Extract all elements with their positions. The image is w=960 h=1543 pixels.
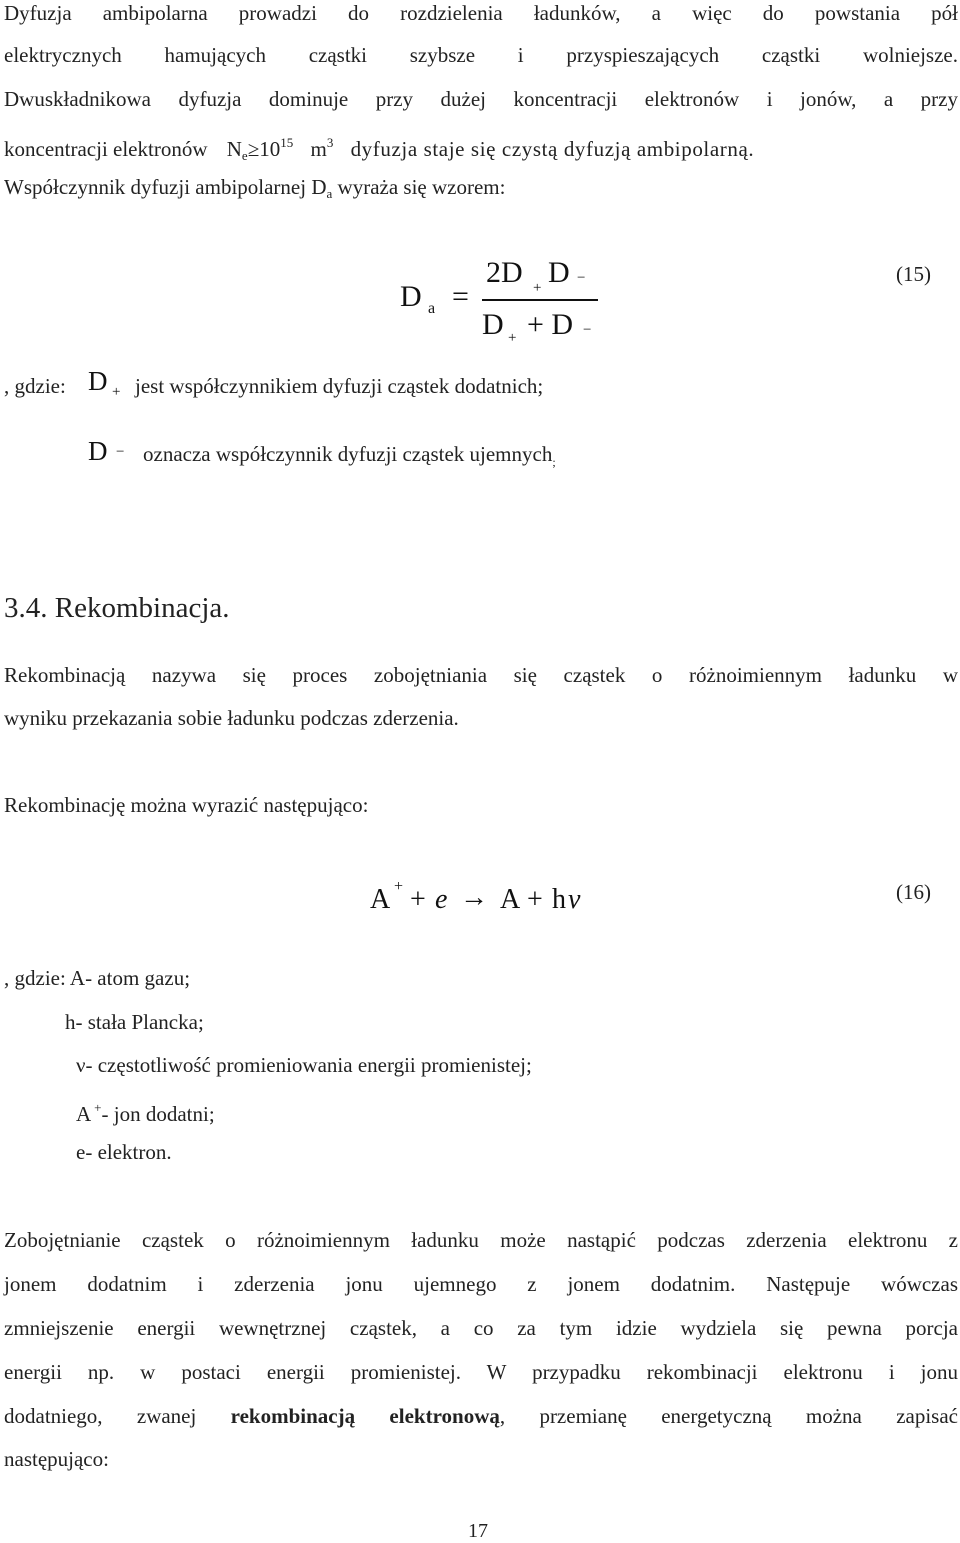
eq16-plus1: +	[410, 884, 426, 915]
symbol-n: N	[226, 137, 242, 161]
section-title: 3.4. Rekombinacja.	[4, 592, 230, 624]
eq15-fraction-bar	[482, 299, 598, 301]
eq16-plus2: +	[527, 884, 543, 915]
para4-line5	[4, 1403, 958, 1429]
where1-d-plus-desc: jest współczynnikiem dyfuzji cząstek dodatnich;	[135, 374, 544, 398]
symbol-ge-10: ≥10	[247, 137, 281, 161]
eq16-arrow: →	[460, 882, 488, 913]
eq16-nu: ν	[568, 884, 581, 915]
eq16-a2: A	[500, 884, 521, 915]
where1-lead: , gdzie:	[4, 374, 66, 398]
para1-line1: Dyfuzja ambipolarna prowadzi do rozdzielenia ładunków, a więc do powstania pół	[4, 1, 958, 25]
para4-line1: Zobojętnianie cząstek o różnoimiennym ładunku może nastąpić podczas zderzenia elektronu z	[4, 1228, 958, 1252]
eq15-den-sub2: −	[583, 322, 592, 338]
para3-line1: Rekombinację można wyrazić następująco:	[4, 793, 369, 817]
eq15-num-2d: 2D	[486, 256, 523, 289]
para4-l5-bold: rekombinacją elektronową	[230, 1404, 500, 1428]
where2-l4-a: A	[76, 1102, 92, 1126]
para2-line1: Rekombinacją nazywa się proces zobojętniania się cząstek o różnoimiennym ładunku w	[4, 663, 958, 687]
eq15-number: (15)	[896, 262, 931, 286]
para1-l5-sub: a	[326, 186, 333, 201]
para1-line2: elektrycznych hamujących cząstki szybsze i przyspieszających cząstki wolniejsze.	[4, 43, 958, 67]
para1-line5	[4, 174, 958, 207]
where2-l4-c: - jon dodatni;	[101, 1102, 215, 1126]
where2-l4-sup: +	[94, 1100, 102, 1115]
para4-l5-a: dodatniego, zwanej	[4, 1404, 197, 1428]
where2-line3: ν- częstotliwość promieniowania energii promienistej;	[76, 1053, 532, 1077]
where2-line1: , gdzie: A- atom gazu;	[4, 966, 191, 990]
where2-line2: h- stała Plancka;	[65, 1010, 204, 1034]
where1-d-plus-sub: +	[112, 384, 121, 400]
eq16-a: A	[370, 884, 391, 915]
eq15-lhs-sub: a	[428, 300, 436, 317]
para4-line4: energii np. w postaci energii promienistej. W przypadku rekombinacji elektronu i jonu	[4, 1360, 958, 1384]
para1-l5-c: wyraża się wzorem:	[332, 175, 506, 199]
eq15-equals: =	[452, 280, 469, 313]
eq15-num-sub2: −	[577, 270, 586, 286]
where1-d-minus: D	[88, 436, 108, 466]
para2-line2: wyniku przekazania sobie ładunku podczas zderzenia.	[4, 706, 459, 730]
exp-3: 3	[326, 135, 334, 150]
where1-d-plus: D	[88, 366, 108, 396]
para4-line3: zmniejszenie energii wewnętrznej cząstek, a co za tym idzie wydziela się pewna porcja	[4, 1316, 958, 1340]
para4-l5-c: , przemianę energetyczną można zapisać	[499, 1404, 958, 1428]
para4-line6: następująco:	[4, 1447, 109, 1471]
page-number: 17	[468, 1520, 488, 1542]
eq16-e: e	[435, 884, 448, 915]
para1-line4	[4, 130, 958, 169]
where1-d-minus-text: oznacza współczynnik dyfuzji cząstek ujemnych	[143, 442, 553, 466]
symbol-n-sub: e	[241, 148, 248, 163]
where1-d-minus-sub: −	[116, 444, 125, 460]
exp-15: 15	[280, 135, 294, 150]
eq15-lhs: D	[400, 280, 422, 313]
where2-line4	[76, 1095, 215, 1127]
para1-line3: Dwuskładnikowa dyfuzja dominuje przy dużej koncentracji elektronów i jonów, a przy	[4, 87, 958, 111]
where1-d-minus-tail: ;	[552, 455, 556, 470]
eq16-h: h	[552, 884, 566, 915]
eq15-num-d2: D	[548, 256, 570, 289]
eq16-number: (16)	[896, 880, 931, 904]
where2-line5: e- elektron.	[76, 1140, 172, 1164]
eq15-num-sub1: +	[533, 280, 542, 296]
para4-line2: jonem dodatnim i zderzenia jonu ujemnego z jonem dodatnim. Następuje wówczas	[4, 1272, 958, 1296]
eq15-den-sub1: +	[508, 330, 517, 346]
para1-l4-text-a: koncentracji elektronów	[4, 137, 208, 161]
eq16-a-sup: +	[394, 878, 404, 895]
para1-l5-a: Współczynnik dyfuzji ambipolarnej D	[4, 175, 327, 199]
where1-d-minus-desc	[143, 442, 556, 470]
eq15-den-d1: D	[482, 308, 504, 341]
unit-m: m	[310, 137, 327, 161]
para1-l4-text-h: dyfuzja staje się czystą dyfuzją ambipolarną.	[350, 137, 755, 161]
eq15-den-plus-d: + D	[527, 308, 574, 341]
